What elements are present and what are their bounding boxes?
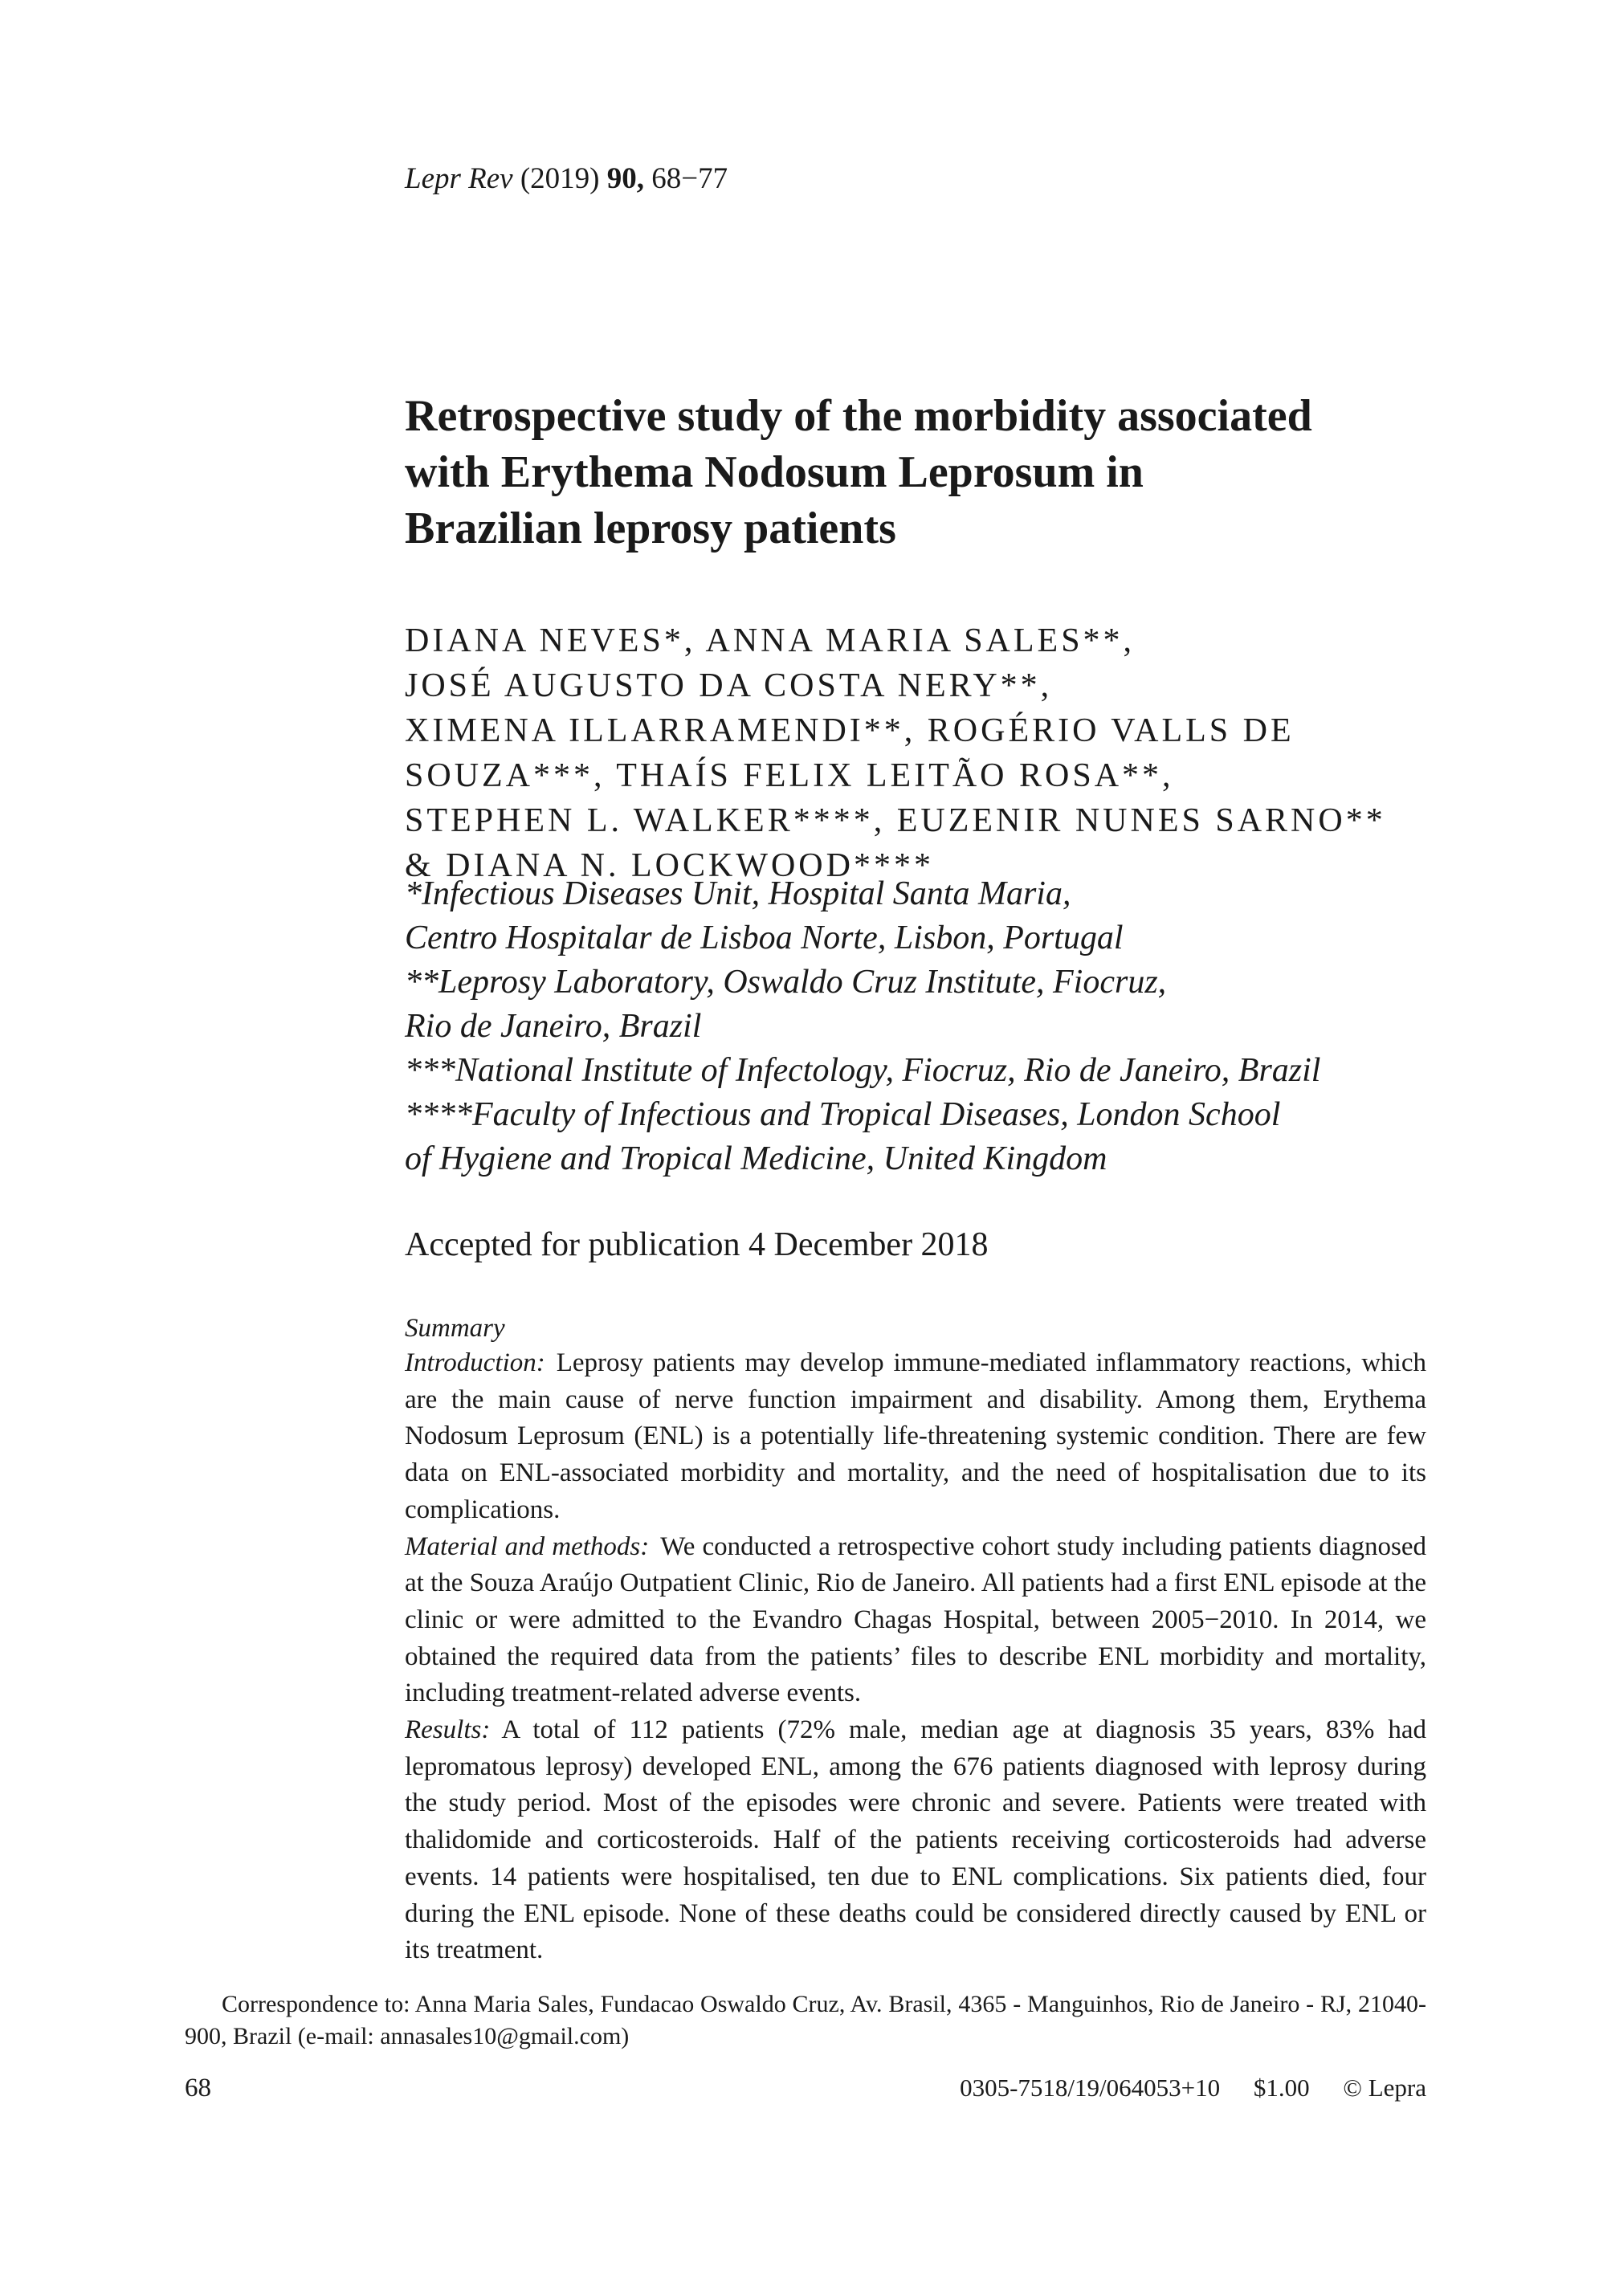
correspondence-footnote: Correspondence to: Anna Maria Sales, Fundacao Oswaldo Cruz, Av. Brasil, 4365 - Manguinhos, Rio de Janeiro - RJ, 21040-900, Brazil (e-mail: annasales10@gmail.com) bbox=[185, 1991, 1426, 2049]
title-line: Retrospective study of the morbidity associated bbox=[405, 391, 1312, 441]
journal-volume: 90, bbox=[606, 162, 645, 195]
author-list bbox=[405, 618, 1473, 888]
author-line: SOUZA***, THAÍS FELIX LEITÃO ROSA**, bbox=[405, 757, 1174, 794]
accepted-date: Accepted for publication 4 December 2018 bbox=[405, 1226, 989, 1263]
summary-heading: Summary bbox=[405, 1314, 505, 1343]
affiliation-line: ****Faculty of Infectious and Tropical Diseases, London School bbox=[405, 1096, 1281, 1133]
page-number: 68 bbox=[185, 2074, 211, 2102]
introduction-text: Leprosy patients may develop immune-mediated inflammatory reactions, which are the main cause of nerve function impairment and disability. Among them, Erythema Nodosum Leprosum (ENL) is a potentially life-threatening systemic condition. There are few data on ENL-associated morbidity and mortality, and the need of hospitalisation due to its complications. bbox=[405, 1348, 1426, 1524]
author-line: XIMENA ILLARRAMENDI**, ROGÉRIO VALLS DE bbox=[405, 712, 1295, 749]
author-line: & DIANA N. LOCKWOOD**** bbox=[405, 847, 934, 884]
methods-text: We conducted a retrospective cohort study including patients diagnosed at the Souza Araújo Outpatient Clinic, Rio de Janeiro. All patients had a first ENL episode at the clinic or were admitted to the Evandro Chagas Hospital, between 2005−2010. In 2014, we obtained the required data from the patients’ files to describe ENL morbidity and mortality, including treatment-related adverse events. bbox=[405, 1531, 1426, 1708]
affiliation-line: of Hygiene and Tropical Medicine, United Kingdom bbox=[405, 1140, 1107, 1177]
summary-body bbox=[405, 1345, 1426, 1969]
author-line: STEPHEN L. WALKER****, EUZENIR NUNES SARNO** bbox=[405, 802, 1386, 839]
price: $1.00 bbox=[1253, 2074, 1310, 2102]
journal-year: (2019) bbox=[520, 162, 600, 195]
journal-reference bbox=[405, 161, 728, 198]
summary-results bbox=[405, 1712, 1426, 1969]
title-line: Brazilian leprosy patients bbox=[405, 504, 896, 553]
results-text: A total of 112 patients (72% male, median age at diagnosis 35 years, 83% had lepromatous leprosy) developed ENL, among the 676 patients diagnosed with leprosy during the study period. Most of the episodes were chronic and severe. Patients were treated with thalidomide and corticosteroids. Half of the patients receiving corticosteroids had adverse events. 14 patients were hospitalised, ten due to ENL complications. Six patients died, four during the ENL episode. None of these deaths could be considered directly caused by ENL or its treatment. bbox=[405, 1715, 1426, 1965]
results-label: Results: bbox=[405, 1715, 491, 1745]
affiliation-line: Centro Hospitalar de Lisboa Norte, Lisbon, Portugal bbox=[405, 920, 1124, 956]
issn-code: 0305-7518/19/064053+10 bbox=[960, 2074, 1221, 2102]
introduction-label: Introduction: bbox=[405, 1348, 545, 1377]
journal-name: Lepr Rev bbox=[405, 162, 513, 195]
affiliation-line: ***National Institute of Infectology, Fiocruz, Rio de Janeiro, Brazil bbox=[405, 1052, 1321, 1089]
affiliation-line: Rio de Janeiro, Brazil bbox=[405, 1008, 702, 1045]
summary-introduction bbox=[405, 1345, 1426, 1529]
summary-methods bbox=[405, 1529, 1426, 1713]
affiliation-line: *Infectious Diseases Unit, Hospital Santa Maria, bbox=[405, 875, 1071, 912]
methods-label: Material and methods: bbox=[405, 1531, 650, 1561]
affiliation-line: **Leprosy Laboratory, Oswaldo Cruz Institute, Fiocruz, bbox=[405, 964, 1167, 1001]
author-line: JOSÉ AUGUSTO DA COSTA NERY**, bbox=[405, 667, 1053, 704]
journal-pages: 68−77 bbox=[651, 162, 728, 195]
copyright: © Lepra bbox=[1343, 2074, 1426, 2102]
footer-publication-info bbox=[960, 2072, 1426, 2104]
affiliation-list bbox=[405, 872, 1473, 1181]
title-line: with Erythema Nodosum Leprosum in bbox=[405, 447, 1144, 497]
article-title bbox=[405, 388, 1465, 557]
author-line: DIANA NEVES*, ANNA MARIA SALES**, bbox=[405, 622, 1136, 659]
